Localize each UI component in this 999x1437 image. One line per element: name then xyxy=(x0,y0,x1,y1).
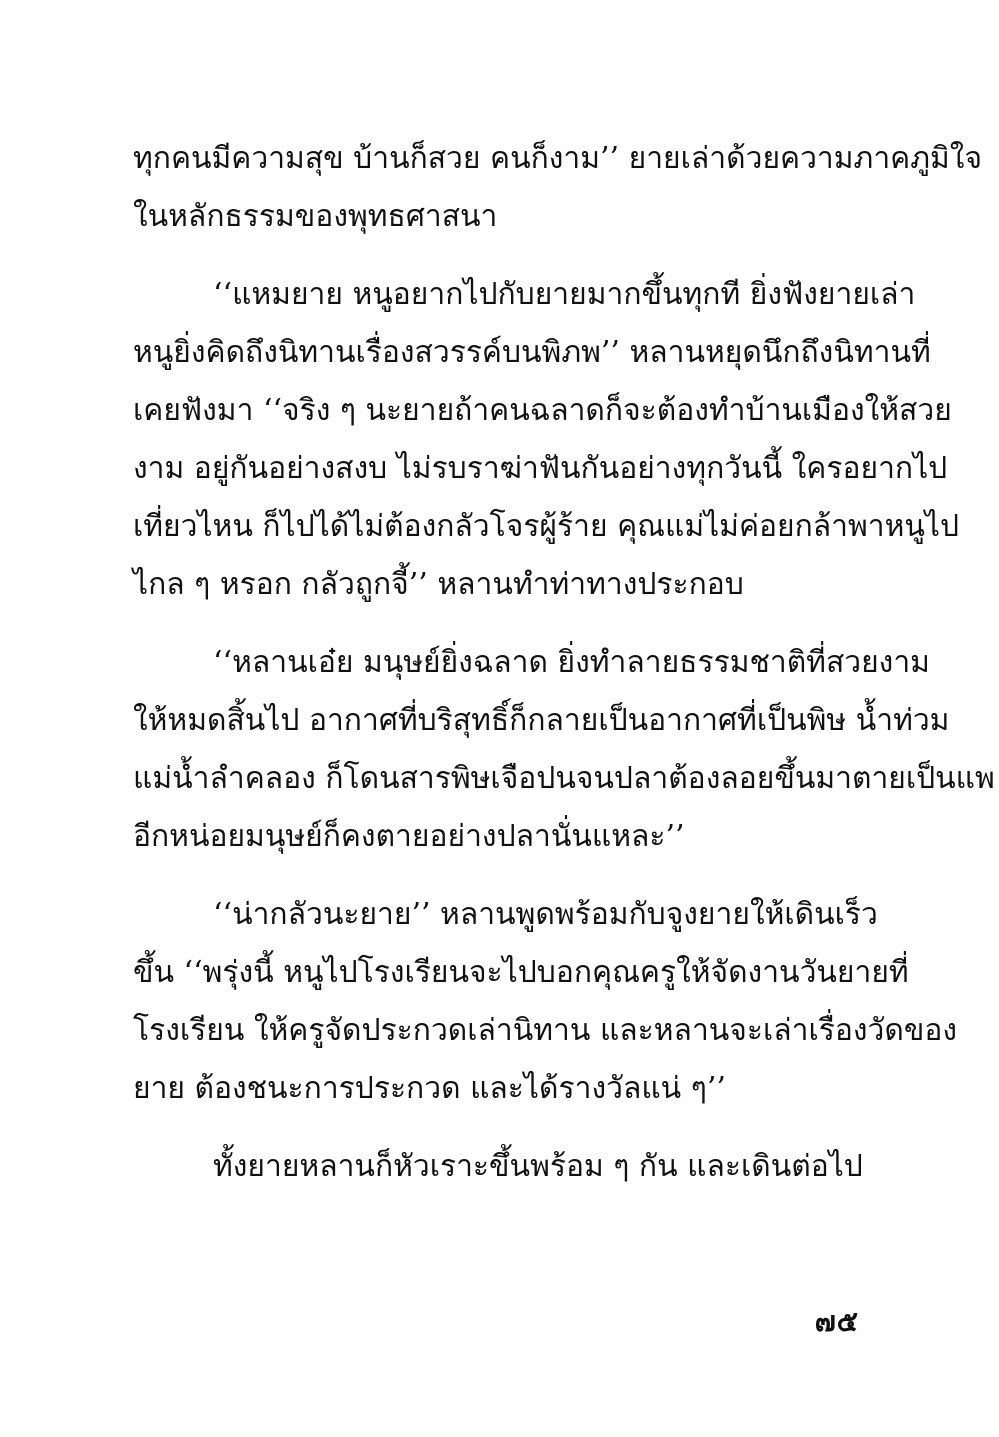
text-line: ขึ้น ‘‘พรุ่งนี้ หนูไปโรงเรียนจะไปบอกคุณครูให้จัดงานวันยายที่ xyxy=(133,955,909,990)
text-line: เคยฟังมา ‘‘จริง ๆ นะยายถ้าคนฉลาดก็จะต้องทำบ้านเมืองให้สวย xyxy=(133,393,952,428)
text-line: ไกล ๆ หรอก กลัวถูกจี้’’ หลานทำท่าทางประกอบ xyxy=(133,567,744,602)
text-line: ‘‘หลานเอ๋ย มนุษย์ยิ่งฉลาด ยิ่งทำลายธรรมชาติที่สวยงาม xyxy=(213,645,930,680)
text-line: อีกหน่อยมนุษย์ก็คงตายอย่างปลานั่นแหละ’’ xyxy=(133,819,685,854)
text-line: โรงเรียน ให้ครูจัดประกวดเล่านิทาน และหลานจะเล่าเรื่องวัดของ xyxy=(133,1013,958,1048)
text-line: เที่ยวไหน ก็ไปได้ไม่ต้องกลัวโจรผู้ร้าย คุณแม่ไม่ค่อยกล้าพาหนูไป xyxy=(133,509,960,544)
body-text xyxy=(133,130,995,1196)
page-number: ๗๕ xyxy=(814,1305,859,1338)
text-line: ให้หมดสิ้นไป อากาศที่บริสุทธิ์ก็กลายเป็นอากาศที่เป็นพิษ น้ำท่วม xyxy=(133,703,950,738)
text-line: ในหลักธรรมของพุทธศาสนา xyxy=(133,199,498,234)
text-line: ยาย ต้องชนะการประกวด และได้รางวัลแน่ ๆ’’ xyxy=(133,1071,726,1106)
text-line: ทุกคนมีความสุข บ้านก็สวย คนก็งาม’’ ยายเล่าด้วยความภาคภูมิใจ xyxy=(133,141,983,176)
text-line: งาม อยู่กันอย่างสงบ ไม่รบราฆ่าฟันกันอย่างทุกวันนี้ ใครอยากไป xyxy=(133,451,948,486)
text-line: ‘‘แหมยาย หนูอยากไปกับยายมากขึ้นทุกที ยิ่งฟังยายเล่า xyxy=(213,277,916,312)
text-line: หนูยิ่งคิดถึงนิทานเรื่องสวรรค์บนพิภพ’’ หลานหยุดนึกถึงนิทานที่ xyxy=(133,335,931,370)
text-line: แม่น้ำลำคลอง ก็โดนสารพิษเจือปนจนปลาต้องลอยขึ้นมาตายเป็นแพ xyxy=(133,761,995,796)
text-line: ‘‘น่ากลัวนะยาย’’ หลานพูดพร้อมกับจูงยายให้เดินเร็ว xyxy=(213,897,878,932)
text-line: ทั้งยายหลานก็หัวเราะขึ้นพร้อม ๆ กัน และเดินต่อไป xyxy=(213,1149,863,1184)
